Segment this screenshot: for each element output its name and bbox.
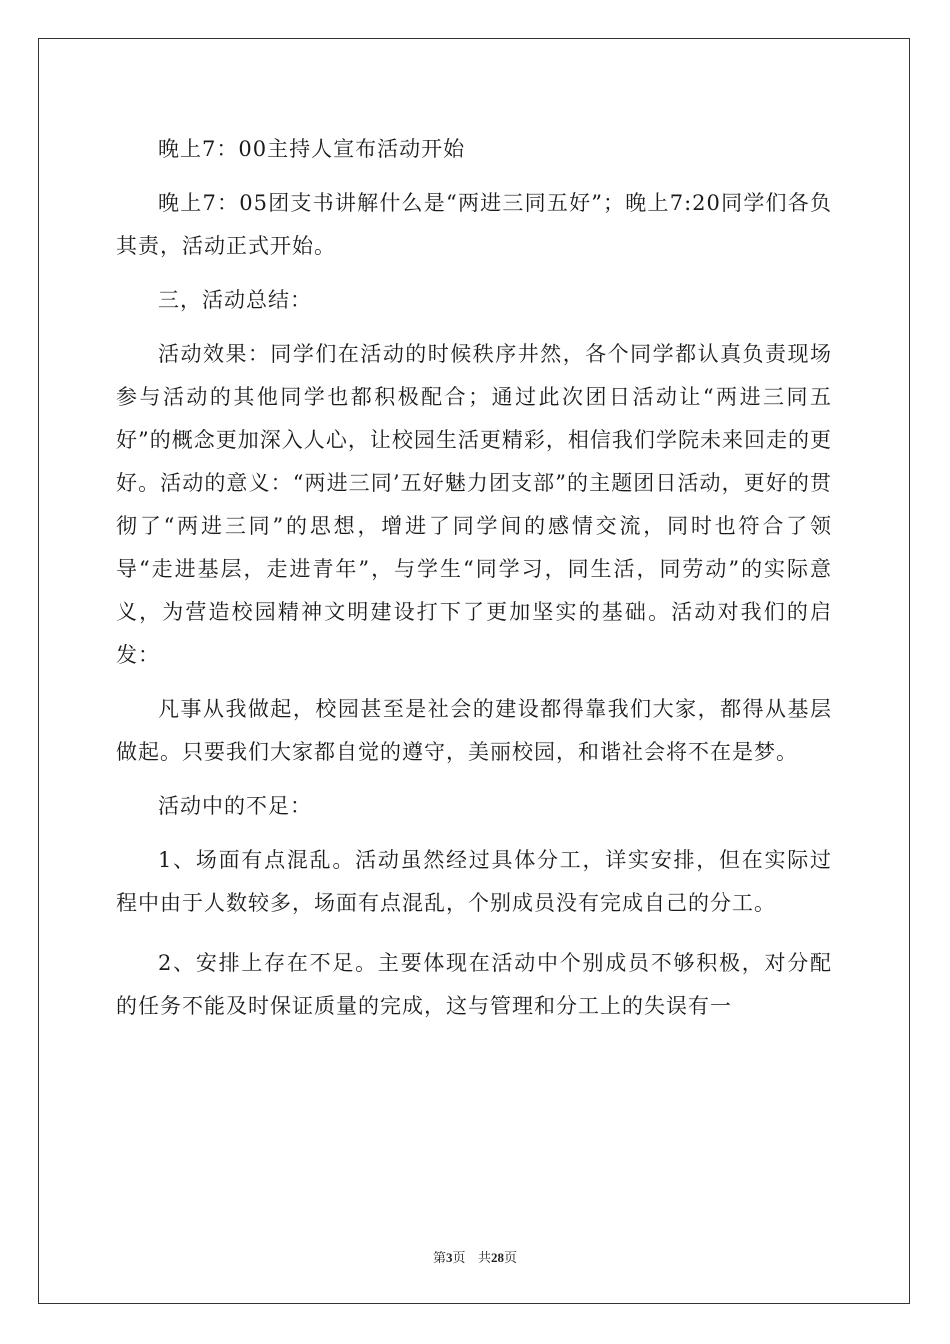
page-suffix: 页	[452, 1251, 466, 1266]
total-pages: 28	[490, 1250, 504, 1265]
paragraph-7: 1、场面有点混乱。活动虽然经过具体分工，详实安排，但在实际过程中由于人数较多，场面有点混乱，个别成员没有完成自己的分工。	[116, 848, 832, 915]
paragraph-2: 晚上7：05团支书讲解什么是“两进三同五好”；晚上7:20同学们各负其责，活动正式开始。	[116, 191, 832, 258]
page-prefix: 第	[433, 1251, 447, 1266]
paragraph-3: 三，活动总结：	[158, 288, 312, 312]
total-suffix: 页	[503, 1251, 517, 1266]
document-body	[116, 128, 832, 1028]
paragraph-1: 晚上7：00主持人宣布活动开始	[158, 137, 466, 161]
total-prefix: 共	[477, 1251, 491, 1266]
page-number: 3	[446, 1250, 453, 1265]
paragraph-8: 2、安排上存在不足。主要体现在活动中个别成员不够积极，对分配的任务不能及时保证质量的完成，这与管理和分工上的失误有一	[116, 951, 832, 1018]
paragraph-5: 凡事从我做起，校园甚至是社会的建设都得靠我们大家，都得从基层做起。只要我们大家都自觉的遵守，美丽校园，和谐社会将不在是梦。	[116, 697, 832, 764]
paragraph-4: 活动效果：同学们在活动的时候秩序井然，各个同学都认真负责现场参与活动的其他同学也都积极配合；通过此次团日活动让“两进三同五好”的概念更加深入人心，让校园生活更精彩，相信我们学院未来回走的更好。活动的意义：“两进三同’五好魅力团支部”的主题团日活动，更好的贯彻了“两进三同”的思想，增进了同学间的感情交流，同时也符合了领导“走进基层，走进青年”，与学生“同学习，同生活，同劳动”的实际意义，为营造校园精神文明建设打下了更加坚实的基础。活动对我们的启发：	[116, 342, 832, 667]
page-footer	[0, 1247, 950, 1266]
paragraph-6: 活动中的不足：	[158, 794, 312, 818]
